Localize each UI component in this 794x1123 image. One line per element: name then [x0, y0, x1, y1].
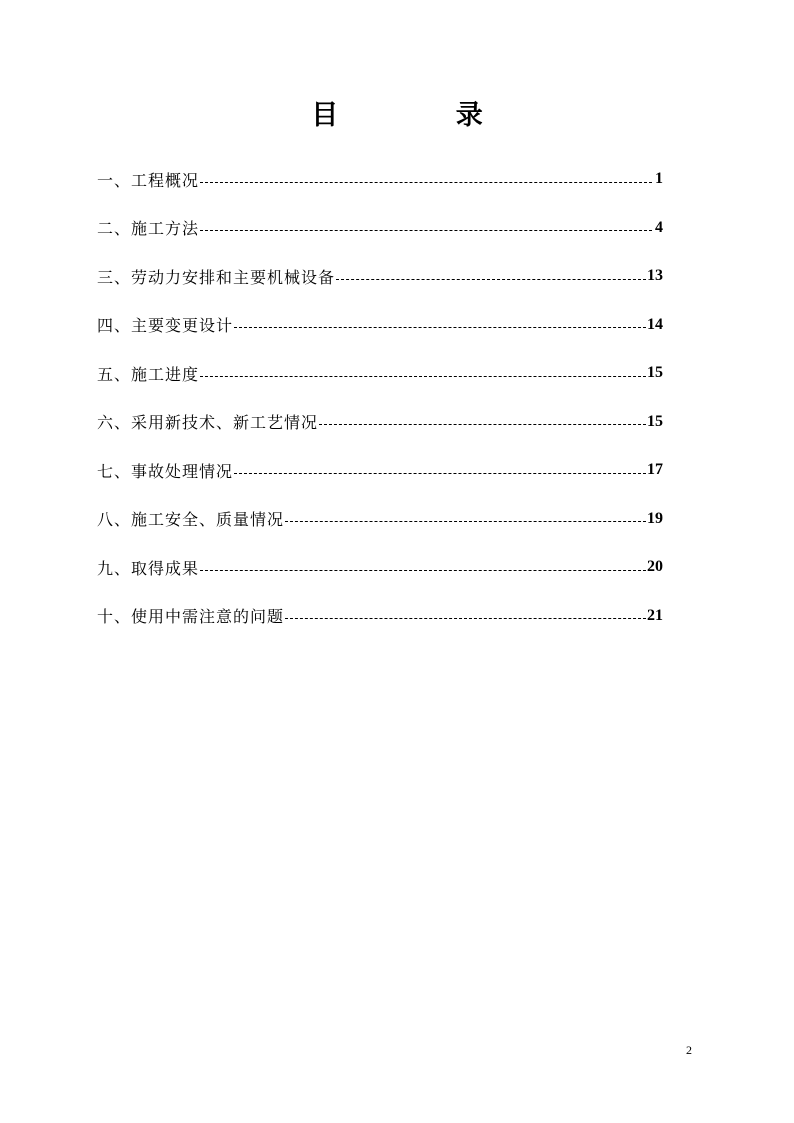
page-number: 2 — [686, 1043, 692, 1057]
toc-dot-leader — [200, 182, 652, 183]
toc-entry-page: 14 — [647, 315, 663, 333]
toc-entry-label: 七、事故处理情况 — [97, 461, 234, 481]
toc-entry-label: 八、施工安全、质量情况 — [97, 510, 285, 530]
toc-entry-label: 六、采用新技术、新工艺情况 — [97, 413, 319, 433]
toc-entry-1[interactable] — [97, 155, 663, 204]
toc-entry-label: 一、工程概况 — [97, 170, 200, 190]
toc-entry-label: 二、施工方法 — [97, 219, 200, 239]
toc-dot-leader — [200, 570, 646, 571]
toc-entry-4[interactable] — [97, 301, 663, 350]
toc-entry-2[interactable] — [97, 204, 663, 253]
toc-dot-leader — [285, 521, 646, 522]
toc-entry-page: 15 — [647, 412, 663, 430]
toc-entry-label: 三、劳动力安排和主要机械设备 — [97, 267, 336, 287]
toc-entry-page: 20 — [647, 558, 663, 576]
table-of-contents — [97, 155, 663, 640]
toc-entry-3[interactable] — [97, 252, 663, 301]
toc-entry-6[interactable] — [97, 398, 663, 447]
toc-entry-label: 十、使用中需注意的问题 — [97, 607, 285, 627]
toc-dot-leader — [336, 279, 646, 280]
toc-entry-7[interactable] — [97, 446, 663, 495]
toc-title: 目 录 — [311, 100, 537, 131]
toc-dot-leader — [200, 230, 652, 231]
toc-dot-leader — [234, 473, 646, 474]
toc-entry-page: 17 — [647, 461, 663, 479]
toc-dot-leader — [319, 424, 646, 425]
toc-dot-leader — [200, 376, 646, 377]
toc-entry-9[interactable] — [97, 543, 663, 592]
toc-entry-page: 13 — [647, 267, 663, 285]
toc-entry-page: 4 — [655, 218, 663, 236]
toc-entry-page: 19 — [647, 509, 663, 527]
toc-dot-leader — [285, 618, 646, 619]
toc-entry-label: 四、主要变更设计 — [97, 316, 234, 336]
toc-entry-8[interactable] — [97, 495, 663, 544]
toc-entry-page: 15 — [647, 364, 663, 382]
toc-entry-label: 五、施工进度 — [97, 364, 200, 384]
toc-entry-5[interactable] — [97, 349, 663, 398]
toc-dot-leader — [234, 327, 646, 328]
toc-entry-page: 1 — [655, 170, 663, 188]
toc-entry-10[interactable] — [97, 592, 663, 641]
toc-entry-label: 九、取得成果 — [97, 558, 200, 578]
toc-entry-page: 21 — [647, 606, 663, 624]
